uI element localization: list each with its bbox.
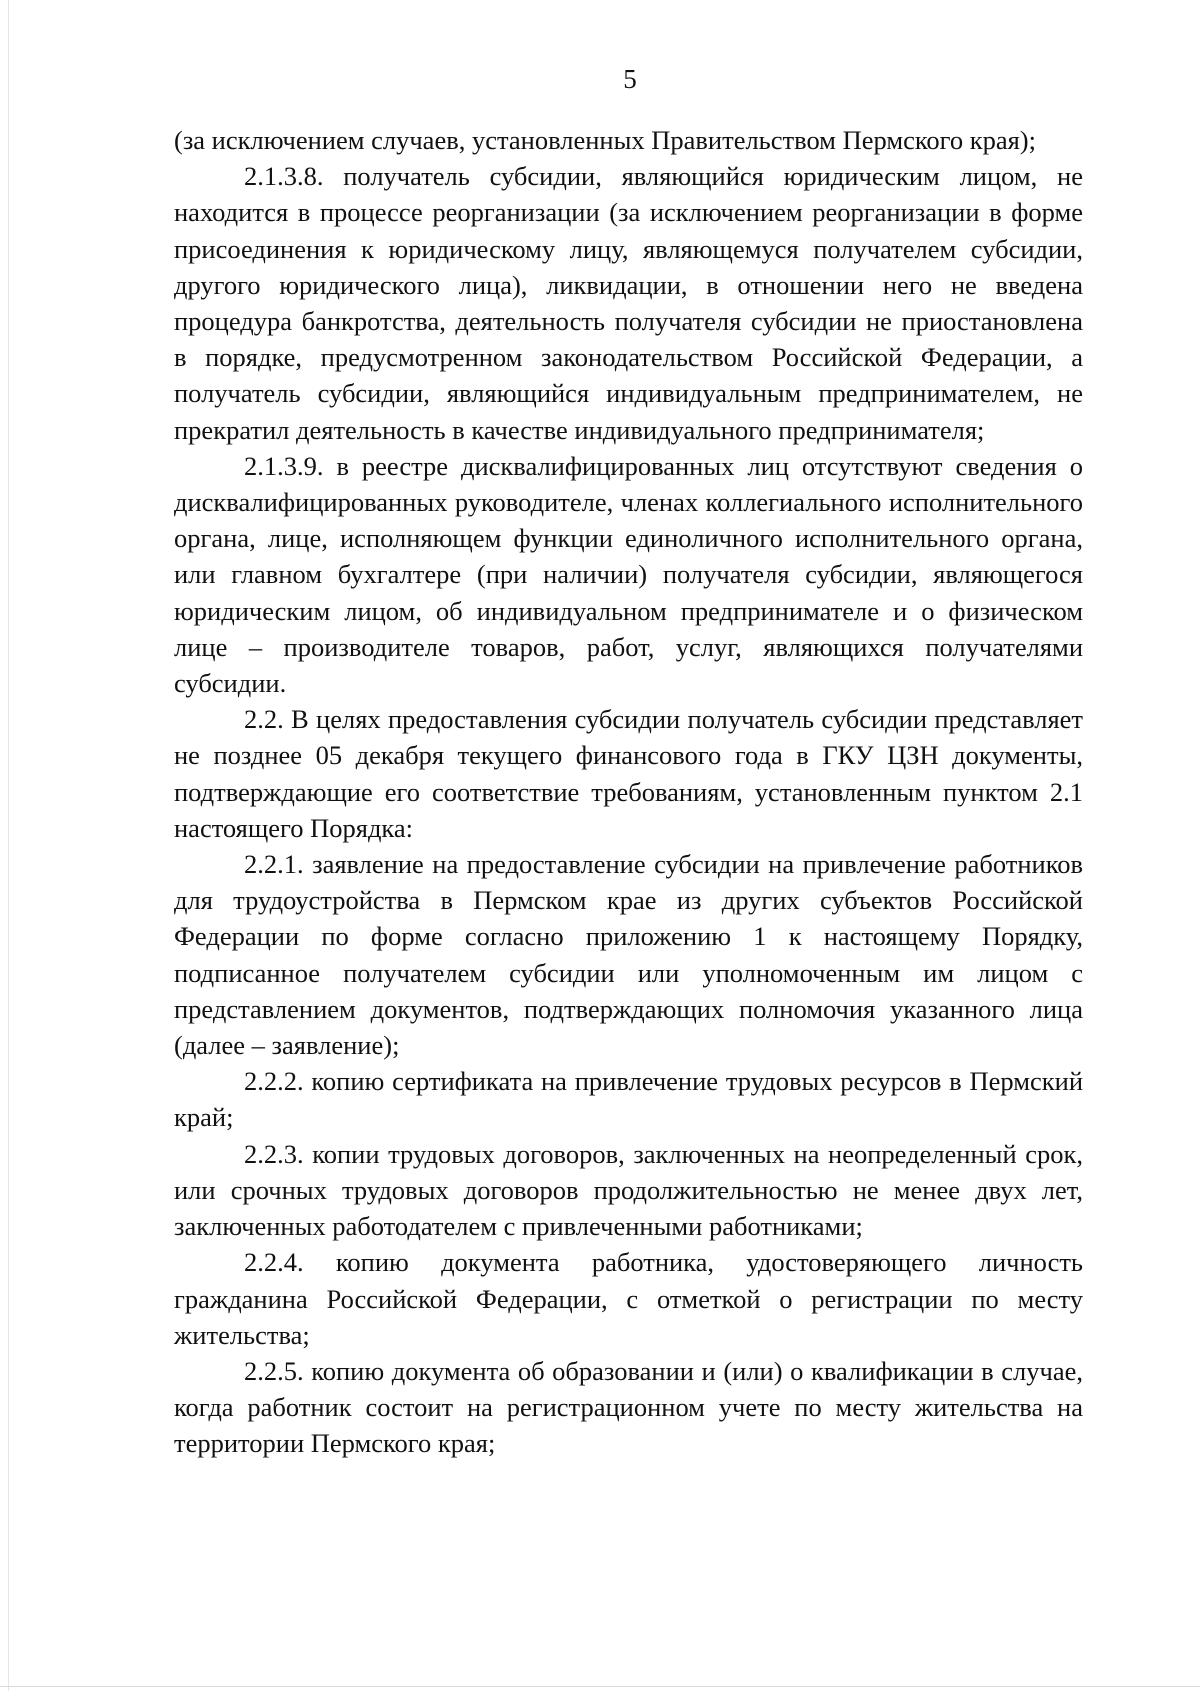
page-number: 5 bbox=[623, 64, 637, 94]
paragraph-2-2: 2.2. В целях предоставления субсидии получатель субсидии представляет не позднее 05 декабря текущего финансового года в ГКУ ЦЗН документы, подтверждающие его соответствие требованиям, установленным пунктом 2.1 настоящего Порядка: bbox=[174, 704, 1083, 843]
document-body bbox=[174, 122, 1083, 1462]
scan-bottom-edge bbox=[0, 1686, 1200, 1687]
paragraph-2-1-3-8: 2.1.3.8. получатель субсидии, являющийся юридическим лицом, не находится в процессе реорганизации (за исключением реорганизации в форме присоединения к юридическому лицу, являющемуся получателем субсидии, другого юридического лица), ликвидации, в отношении него не введена процедура банкротства, деятельность получателя субсидии не приостановлена в порядке, предусмотренном законодательством Российской Федерации, а получатель субсидии, являющийся индивидуальным предпринимателем, не прекратил деятельность в качестве индивидуального предпринимателя; bbox=[174, 161, 1083, 445]
paragraph-2-2-4: 2.2.4. копию документа работника, удостоверяющего личность гражданина Российской Федерации, с отметкой о регистрации по месту жительства; bbox=[174, 1247, 1083, 1350]
scan-edge-line bbox=[8, 0, 9, 1691]
paragraph-2-2-5: 2.2.5. копию документа об образовании и (или) о квалификации в случае, когда работник состоит на регистрационном учете по месту жительства на территории Пермского края; bbox=[174, 1355, 1083, 1459]
paragraph-2-2-3: 2.2.3. копии трудовых договоров, заключенных на неопределенный срок, или срочных трудовых договоров продолжительностью не менее двух лет, заключенных работодателем с привлеченными работниками; bbox=[174, 1138, 1083, 1242]
paragraph-continuation: (за исключением случаев, установленных Правительством Пермского края); bbox=[174, 125, 1036, 155]
paragraph-2-2-1: 2.2.1. заявление на предоставление субсидии на привлечение работников для трудоустройства в Пермском крае из других субъектов Российской Федерации по форме согласно приложению 1 к настоящему Порядку, подписанное получателем субсидии или уполномоченным им лицом с представлением документов, подтверждающих полномочия указанного лица (далее – заявление); bbox=[174, 849, 1083, 1061]
paragraph-2-1-3-9: 2.1.3.9. в реестре дисквалифицированных лиц отсутствуют сведения о дисквалифицированных руководителе, членах коллегиального исполнительного органа, лице, исполняющем функции единоличного исполнительного органа, или главном бухгалтере (при наличии) получателя субсидии, являющегося юридическим лицом, об индивидуальном предпринимателе и о физическом лице – производителе товаров, работ, услуг, являющихся получателями субсидии. bbox=[174, 450, 1083, 699]
paragraph-2-2-2: 2.2.2. копию сертификата на привлечение трудовых ресурсов в Пермский край; bbox=[174, 1066, 1083, 1133]
